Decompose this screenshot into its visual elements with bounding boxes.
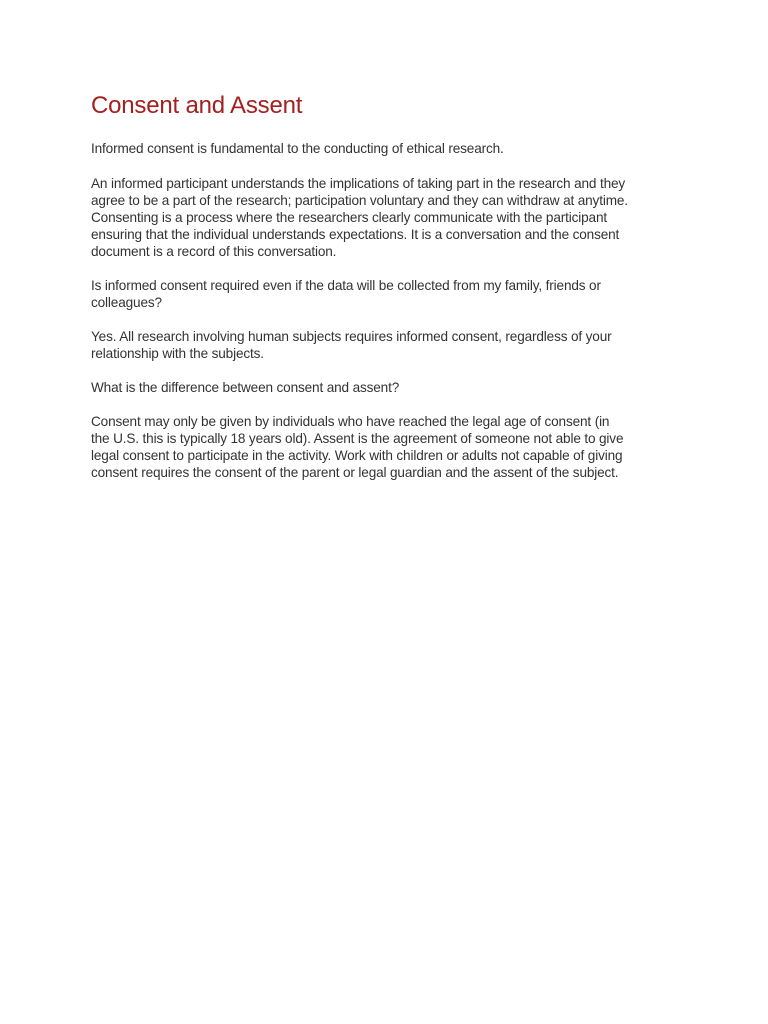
page-title: Consent and Assent: [91, 92, 303, 119]
intro-paragraph: Informed consent is fundamental to the conducting of ethical research.: [91, 141, 504, 156]
faq-answer-consent-vs-assent: Consent may only be given by individuals who have reached the legal age of consent (in the U.S. this is typically 18 years old). Assent is the agreement of someone not able to give legal consent to participate in the activity. Work with children or adults not capable of giving consent requires the consent of the parent or legal guardian and the assent of the subject.: [91, 414, 624, 480]
informed-participant-paragraph: An informed participant understands the implications of taking part in the research and they agree to be a part of the research; participation voluntary and they can withdraw at anytime. Consenting is a process where the researchers clearly communicate with the participant ensuring that the individual understands expectations. It is a conversation and the consent document is a record of this conversation.: [91, 176, 628, 259]
faq-question-family-friends: Is informed consent required even if the data will be collected from my family, friends or colleagues?: [91, 278, 601, 310]
faq-answer-family-friends: Yes. All research involving human subjects requires informed consent, regardless of your relationship with the subjects.: [91, 329, 612, 361]
document-content: [91, 90, 681, 498]
faq-question-consent-vs-assent: What is the difference between consent and assent?: [91, 380, 400, 395]
